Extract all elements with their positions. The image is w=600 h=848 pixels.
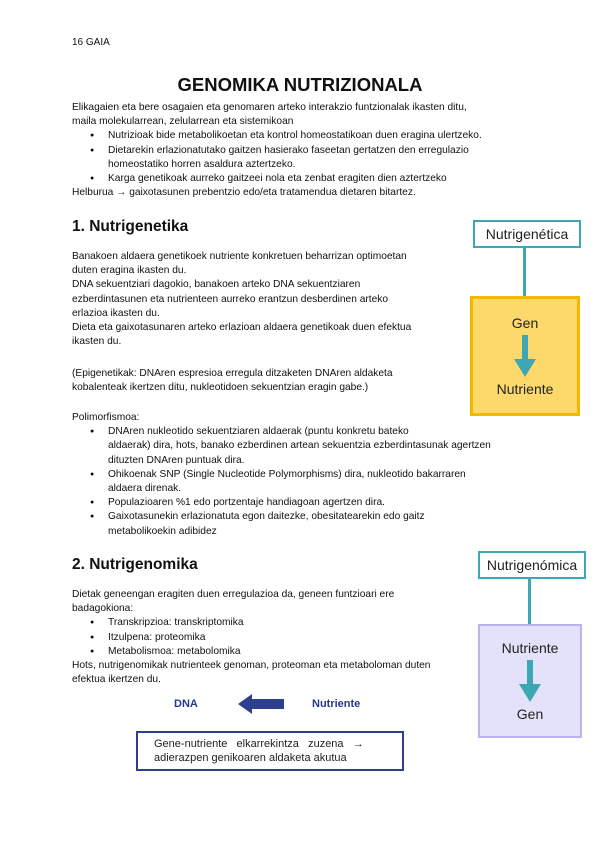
list-item: ● Dietarekin erlazionatutako gaitzen hasierako faseetan gertatzen den erregulazio homeostatiko horren asaldura aztertzeko.: [72, 144, 542, 172]
intro-line: Elikagaien eta bere osagaien eta genomaren arteko interakzio funtzionalak ikasten ditu,: [72, 102, 467, 113]
section1-paragraph: Banakoen aldaera genetikoek nutriente konkretuen beharrizan optimoetan duten eragina ikasten du. DNA sekuentziari dagokio, banakoen arteko DNA sekuentziaren ezberdintasunen eta nutrienteen aurreko erantzun desberdinen arteko erlazioa ikasten du. Dieta eta gaixotasunaren arteko erlazioan aldaera genetikoak duen efektua ikasten du.: [72, 251, 412, 348]
nutrigenetica-label: Nutrigenética: [473, 220, 581, 248]
gene-label: Gen: [511, 315, 539, 331]
nutrigenomica-label: Nutrigenómica: [478, 551, 586, 579]
dna-label: DNA: [174, 698, 198, 710]
nutrient-label: Nutriente: [501, 640, 559, 656]
page-header: 16 GAIA: [72, 37, 110, 48]
arrow-down-icon: [519, 660, 541, 702]
polymorphism-section: [72, 411, 512, 539]
list-item: ● Nutrizioak bide metabolikoetan eta kontrol homeostatikoan duen eragina ulertzeko.: [72, 129, 542, 143]
intro-line: maila molekularrean, zelularrean eta sistemikoan: [72, 116, 294, 128]
epigenetics-note: (Epigenetikak: DNAren espresioa erregula ditzaketen DNAren aldaketa kobalenteak ikertzen ditu, nukleotidoen sekuentzian eragin gabe.): [72, 368, 393, 394]
intro-conclusion: Helburua → gaixotasunen prebentzio edo/eta tratamendua dietaren bitartez.: [72, 187, 416, 199]
list-item: ● Populazioaren %1 edo portzentaje handiagoan agertzen dira.: [72, 496, 512, 510]
arrow-down-icon: [514, 335, 536, 377]
list-item: ● Transkripzioa: transkriptomika: [72, 616, 472, 630]
section-heading-nutrigenetika: 1. Nutrigenetika: [72, 218, 189, 235]
nutrigenomics-diagram: [478, 624, 582, 738]
connector-line: [528, 577, 531, 624]
section2-paragraph: Dietak geneengan eragiten duen erregulazioa da, geneen funtzioari ere badagokiona: ● Transkripzioa: transkriptomika ● Itzulpena: proteomika ● Metabolismoa: metabolomika Hots, nutrigenomikak nutrienteek genoman, proteoman eta metaboloman duten efektua ikertzen du.: [72, 588, 472, 687]
nutrient-label: Nutriente: [312, 698, 361, 710]
section-heading-nutrigenomika: 2. Nutrigenomika: [72, 556, 198, 573]
list-item: ● Karga genetikoak aurreko gaitzeei nola eta zenbat eragiten dien aztertzeko: [72, 172, 542, 186]
list-item: ● Gaixotasunekin erlazionatuta egon daitezke, obesitatearekin edo gaitz metabolikoekin adibidez: [72, 510, 512, 538]
gene-label: Gen: [516, 706, 544, 722]
connector-line: [523, 246, 526, 296]
intro-section: [72, 101, 542, 200]
polymorphism-title: Polimorfismoa:: [72, 412, 140, 423]
list-item: ● DNAren nukleotido sekuentziaren aldaerak (puntu konkretu bateko aldaerak) dira, hots, banako ezberdinen artean sekuentzia ezberdintasunak agertzen dituzten DNAren puntuak dira.: [72, 425, 512, 468]
list-item: ● Itzulpena: proteomika: [72, 631, 472, 645]
arrow-left-icon: [238, 694, 284, 714]
intro-bullets: [72, 129, 542, 186]
list-item: ● Metabolismoa: metabolomika: [72, 645, 472, 659]
list-item: ● Ohikoenak SNP (Single Nucleotide Polymorphisms) dira, nukleotido bakarraren aldaera direnak.: [72, 468, 512, 496]
nutrigenetics-diagram: [470, 296, 580, 416]
gene-nutrient-note: Gene-nutriente elkarrekintza zuzena → adierazpen genikoaren aldaketa akutua: [136, 731, 404, 771]
nutrient-label: Nutriente: [496, 381, 554, 397]
page-title: GENOMIKA NUTRIZIONALA: [177, 74, 423, 95]
